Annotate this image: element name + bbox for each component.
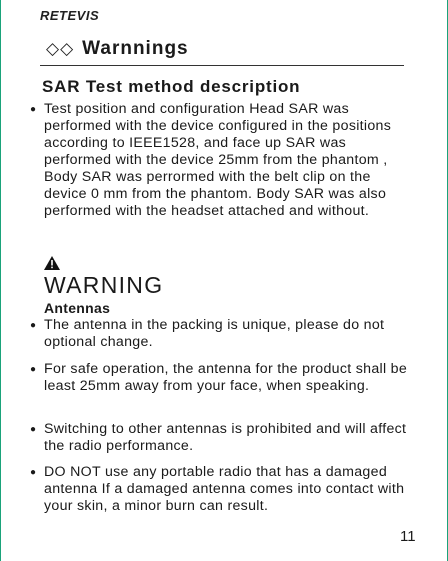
title-divider	[40, 65, 404, 66]
sar-heading: SAR Test method description	[42, 77, 301, 96]
antennas-heading: Antennas	[44, 300, 111, 316]
bullet-icon: ●	[30, 424, 37, 435]
bullet-icon: ●	[30, 104, 37, 115]
list-item-text: Switching to other antennas is prohibited and will affect the radio performance.	[44, 421, 407, 454]
list-item-text: The antenna in the packing is unique, please do not optional change.	[44, 317, 385, 350]
list-item	[30, 361, 414, 395]
title-row	[46, 38, 189, 60]
warning-triangle-icon	[44, 256, 60, 270]
bullet-icon: ●	[30, 364, 37, 375]
page-title: Warnnings	[82, 38, 189, 59]
bullet-icon: ●	[30, 320, 37, 331]
list-item	[30, 421, 414, 455]
diamond-icon: ◇◇	[46, 39, 75, 59]
list-item-text: For safe operation, the antenna for the product shall be least 25mm away from your face, when speaking.	[44, 361, 408, 394]
brand-logo: RETEVIS	[40, 8, 100, 23]
sar-text: Test position and configuration Head SAR was performed with the device configured in the positions according to IEEE1528, and face up SAR was performed with the device 25mm from the phantom , Body SAR was perrormed with the belt clip on the device 0 mm from the phantom. Body SAR was also performed with the headset attached and without.	[44, 101, 392, 219]
bullet-icon: ●	[30, 467, 37, 478]
sar-paragraph	[30, 101, 410, 220]
list-item	[30, 464, 414, 515]
warning-heading: WARNING	[44, 272, 164, 298]
list-item-text: DO NOT use any portable radio that has a damaged antenna If a damaged antenna comes into contact with your skin, a minor burn can result.	[44, 464, 405, 514]
list-item	[30, 317, 414, 351]
page-number: 11	[400, 528, 416, 545]
